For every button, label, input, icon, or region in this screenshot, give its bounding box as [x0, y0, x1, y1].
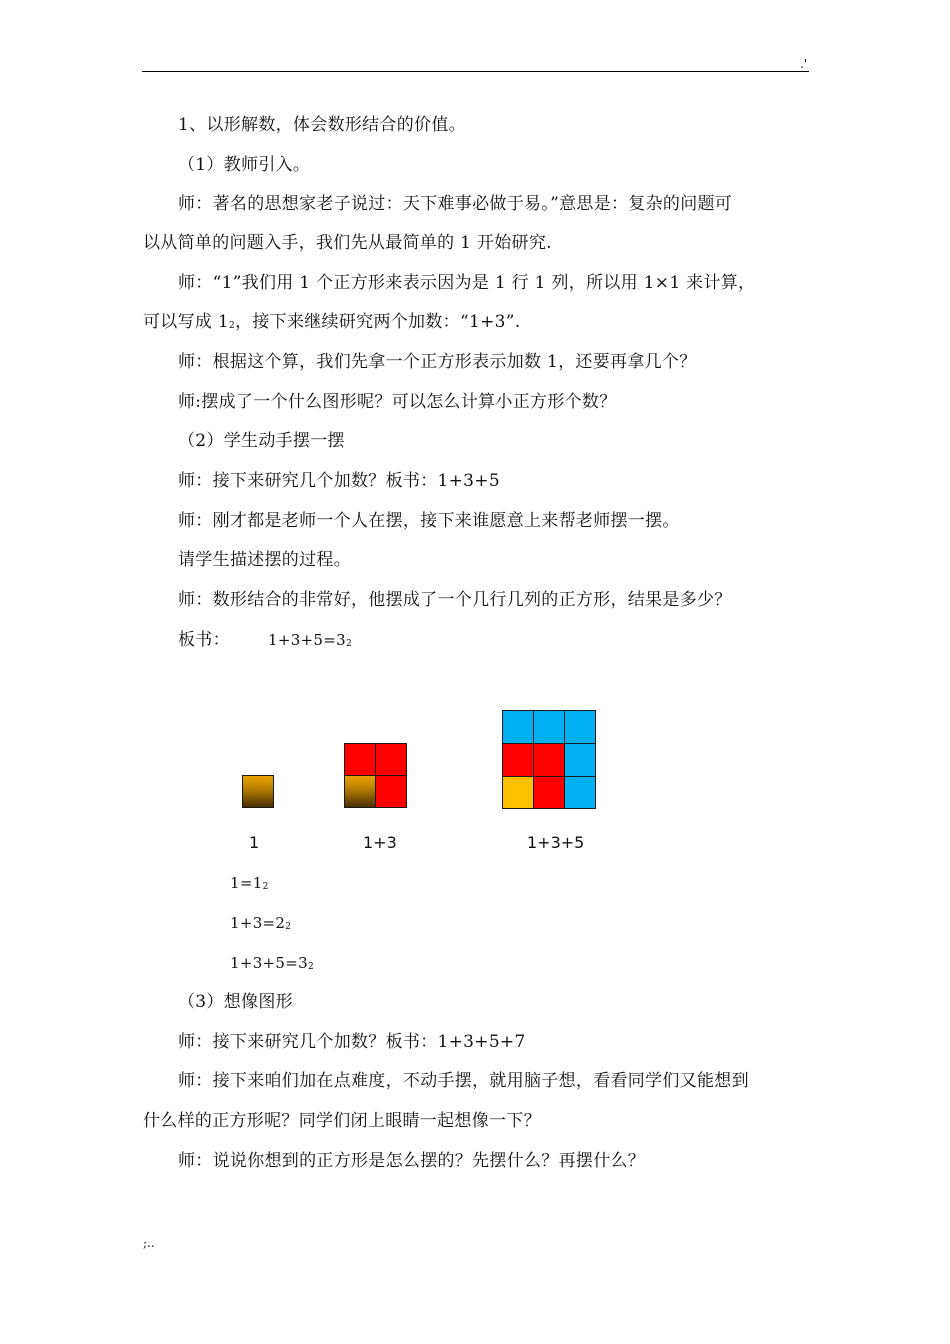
subsection-3: （3）想像图形: [178, 992, 293, 1012]
paragraph-line: 以从简单的问题入手，我们先从最简单的 1 开始研究.: [143, 233, 552, 253]
square-cell: [344, 743, 376, 776]
text-segment: 1=1: [230, 874, 263, 892]
board-equation: [268, 628, 352, 656]
paragraph-line: 师：接下来咱们加在点难度，不动手摆，就用脑子想，看看同学们又能想到: [178, 1071, 749, 1091]
subsection-1: （1）教师引入。: [178, 155, 311, 175]
text-segment: 1+3=2: [230, 914, 286, 932]
paragraph-line: 师：接下来研究几个加数？板书：1+3+5: [178, 471, 500, 491]
figure-label: 1+3: [363, 833, 397, 852]
square-cell: [564, 743, 596, 777]
header-mark: .': [800, 57, 808, 71]
paragraph-line: 师：著名的思想家老子说过：天下难事必做于易。”意思是：复杂的问题可: [178, 194, 733, 214]
paragraph-line: 师：数形结合的非常好，他摆成了一个几行几列的正方形，结果是多少？: [178, 590, 732, 610]
paragraph-line: [143, 310, 520, 338]
footer-mark: ;..: [143, 1236, 155, 1250]
exponent: 2: [345, 639, 353, 649]
square-cell: [564, 710, 596, 744]
exponent: 2: [262, 882, 269, 892]
square-cell: [564, 776, 596, 809]
square-cell: [533, 743, 565, 777]
square-cell: [533, 710, 565, 744]
board-label: 板书：: [178, 630, 230, 650]
paragraph-line: 师：接下来研究几个加数？板书：1+3+5+7: [178, 1032, 526, 1052]
square-cell: [502, 776, 534, 809]
paragraph-line: 师:摆成了一个什么图形呢？可以怎么计算小正方形个数？: [178, 392, 617, 412]
figure-label: 1: [249, 833, 260, 852]
paragraph-line: 师：说说你想到的正方形是怎么摆的？先摆什么？再摆什么？: [178, 1151, 646, 1171]
paragraph-line: 请学生描述摆的过程。: [178, 550, 351, 570]
header-rule: [142, 71, 809, 72]
square-cell: [375, 743, 407, 776]
square-cell: [344, 775, 376, 808]
text-segment: ，接下来继续研究两个加数：“1+3”.: [235, 312, 521, 332]
equation-line: [230, 871, 269, 899]
square-cell: [242, 775, 274, 808]
square-cell: [533, 776, 565, 809]
paragraph-line: 师：“1”我们用 1 个正方形来表示因为是 1 行 1 列，所以用 1×1 来计算，: [178, 273, 756, 293]
square-cell: [502, 743, 534, 777]
paragraph-line: 师：刚才都是老师一个人在摆，接下来谁愿意上来帮老师摆一摆。: [178, 511, 680, 531]
equation-line: [230, 951, 314, 979]
paragraph-line: 师：根据这个算，我们先拿一个正方形表示加数 1，还要再拿几个？: [178, 352, 697, 372]
equation-line: [230, 911, 291, 939]
exponent: 2: [285, 922, 292, 932]
paragraph-line: 什么样的正方形呢？同学们闭上眼睛一起想像一下？: [143, 1111, 541, 1131]
square-cell: [375, 775, 407, 808]
text-segment: 1+3+5=3: [268, 631, 346, 649]
text-segment: 可以写成 1: [143, 312, 230, 332]
subsection-2: （2）学生动手摆一摆: [178, 431, 345, 451]
exponent: 2: [307, 962, 315, 972]
figure-label: 1+3+5: [527, 833, 585, 852]
exponent: 2: [229, 321, 236, 331]
text-segment: 1+3+5=3: [230, 954, 308, 972]
square-cell: [502, 710, 534, 744]
section-heading: 1、以形解数，体会数形结合的价值。: [178, 115, 466, 135]
